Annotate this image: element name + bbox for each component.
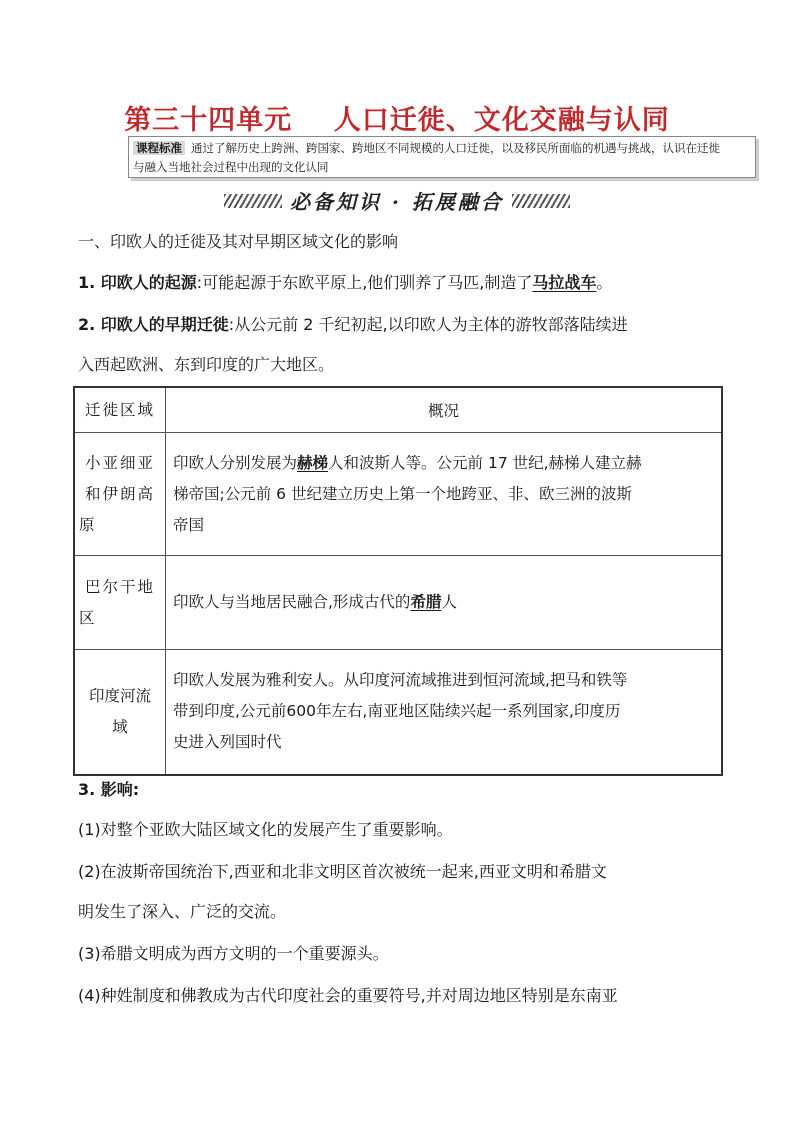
unit-title: 第三十四单元 人口迁徙、文化交融与认同 [124, 105, 670, 136]
effect-item: (3)希腊文明成为西方文明的一个重要源头。 [78, 944, 389, 963]
item-effects-label: 3. 影响: [78, 780, 140, 799]
migration-table [73, 386, 723, 776]
table-header-overview: 概况 [166, 387, 723, 433]
table-header-row [74, 387, 722, 433]
standard-label: 课程标准 [133, 141, 185, 155]
banner-text: 必备知识 · 拓展融合 [290, 190, 504, 214]
standard-text-1: 通过了解历史上跨洲、跨国家、跨地区不同规模的人口迁徙，以及移民所面临的机遇与挑战，认识在迁徙 [191, 141, 720, 155]
table-header-region: 迁徙区域 [74, 387, 166, 433]
table-row [74, 556, 722, 650]
section-heading: 一、印欧人的迁徙及其对早期区域文化的影响 [78, 232, 399, 251]
table-cell-region: 小亚细亚 和伊朗高 原 [74, 433, 166, 556]
item-origin-keyword: 马拉战车 [532, 273, 597, 292]
keyword-greek: 希腊 [410, 593, 442, 611]
banner-decoration-right-icon [512, 194, 570, 208]
item-migration-line-1 [78, 315, 728, 335]
table-cell-overview: 印欧人分别发展为赫梯人和波斯人等。公元前 17 世纪,赫梯人建立赫 梯帝国;公元前 6 世纪建立历史上第一个地跨亚、非、欧三洲的波斯 帝国 [166, 433, 723, 556]
item-migration-text-1: :从公元前 2 千纪初起,以印欧人为主体的游牧部落陆续进 [228, 315, 628, 334]
item-origin [78, 273, 728, 293]
table-cell-overview: 印欧人与当地居民融合,形成古代的希腊人 [166, 556, 723, 650]
item-origin-end: 。 [596, 273, 613, 292]
effect-item: (4)种姓制度和佛教成为古代印度社会的重要符号,并对周边地区特别是东南亚 [78, 986, 618, 1005]
table-row [74, 650, 722, 775]
effect-item: (1)对整个亚欧大陆区域文化的发展产生了重要影响。 [78, 820, 453, 839]
effect-item-continued: 明发生了深入、广泛的交流。 [78, 902, 287, 921]
item-origin-text: :可能起源于东欧平原上,他们驯养了马匹,制造了 [196, 273, 533, 292]
standard-text-2: 与融入当地社会过程中出现的文化认同 [133, 160, 329, 174]
section-banner [0, 186, 794, 216]
table-row [74, 433, 722, 556]
item-origin-label: 1. 印欧人的起源 [78, 273, 197, 292]
standard-line-1 [133, 138, 720, 158]
table-cell-overview: 印欧人发展为雅利安人。从印度河流域推进到恒河流域,把马和铁等 带到印度,公元前600年左右,南亚地区陆续兴起一系列国家,印度历 史进入列国时代 [166, 650, 723, 775]
curriculum-standard-box [128, 136, 756, 178]
item-migration-line-2: 入西起欧洲、东到印度的广大地区。 [78, 355, 335, 374]
table-cell-region: 印度河流 域 [74, 650, 166, 775]
banner-decoration-left-icon [224, 194, 282, 208]
effect-item: (2)在波斯帝国统治下,西亚和北非文明区首次被统一起来,西亚文明和希腊文 [78, 862, 607, 881]
table-cell-region: 巴尔干地 区 [74, 556, 166, 650]
keyword-hittite: 赫梯 [297, 453, 329, 472]
item-migration-label: 2. 印欧人的早期迁徙 [78, 315, 229, 334]
